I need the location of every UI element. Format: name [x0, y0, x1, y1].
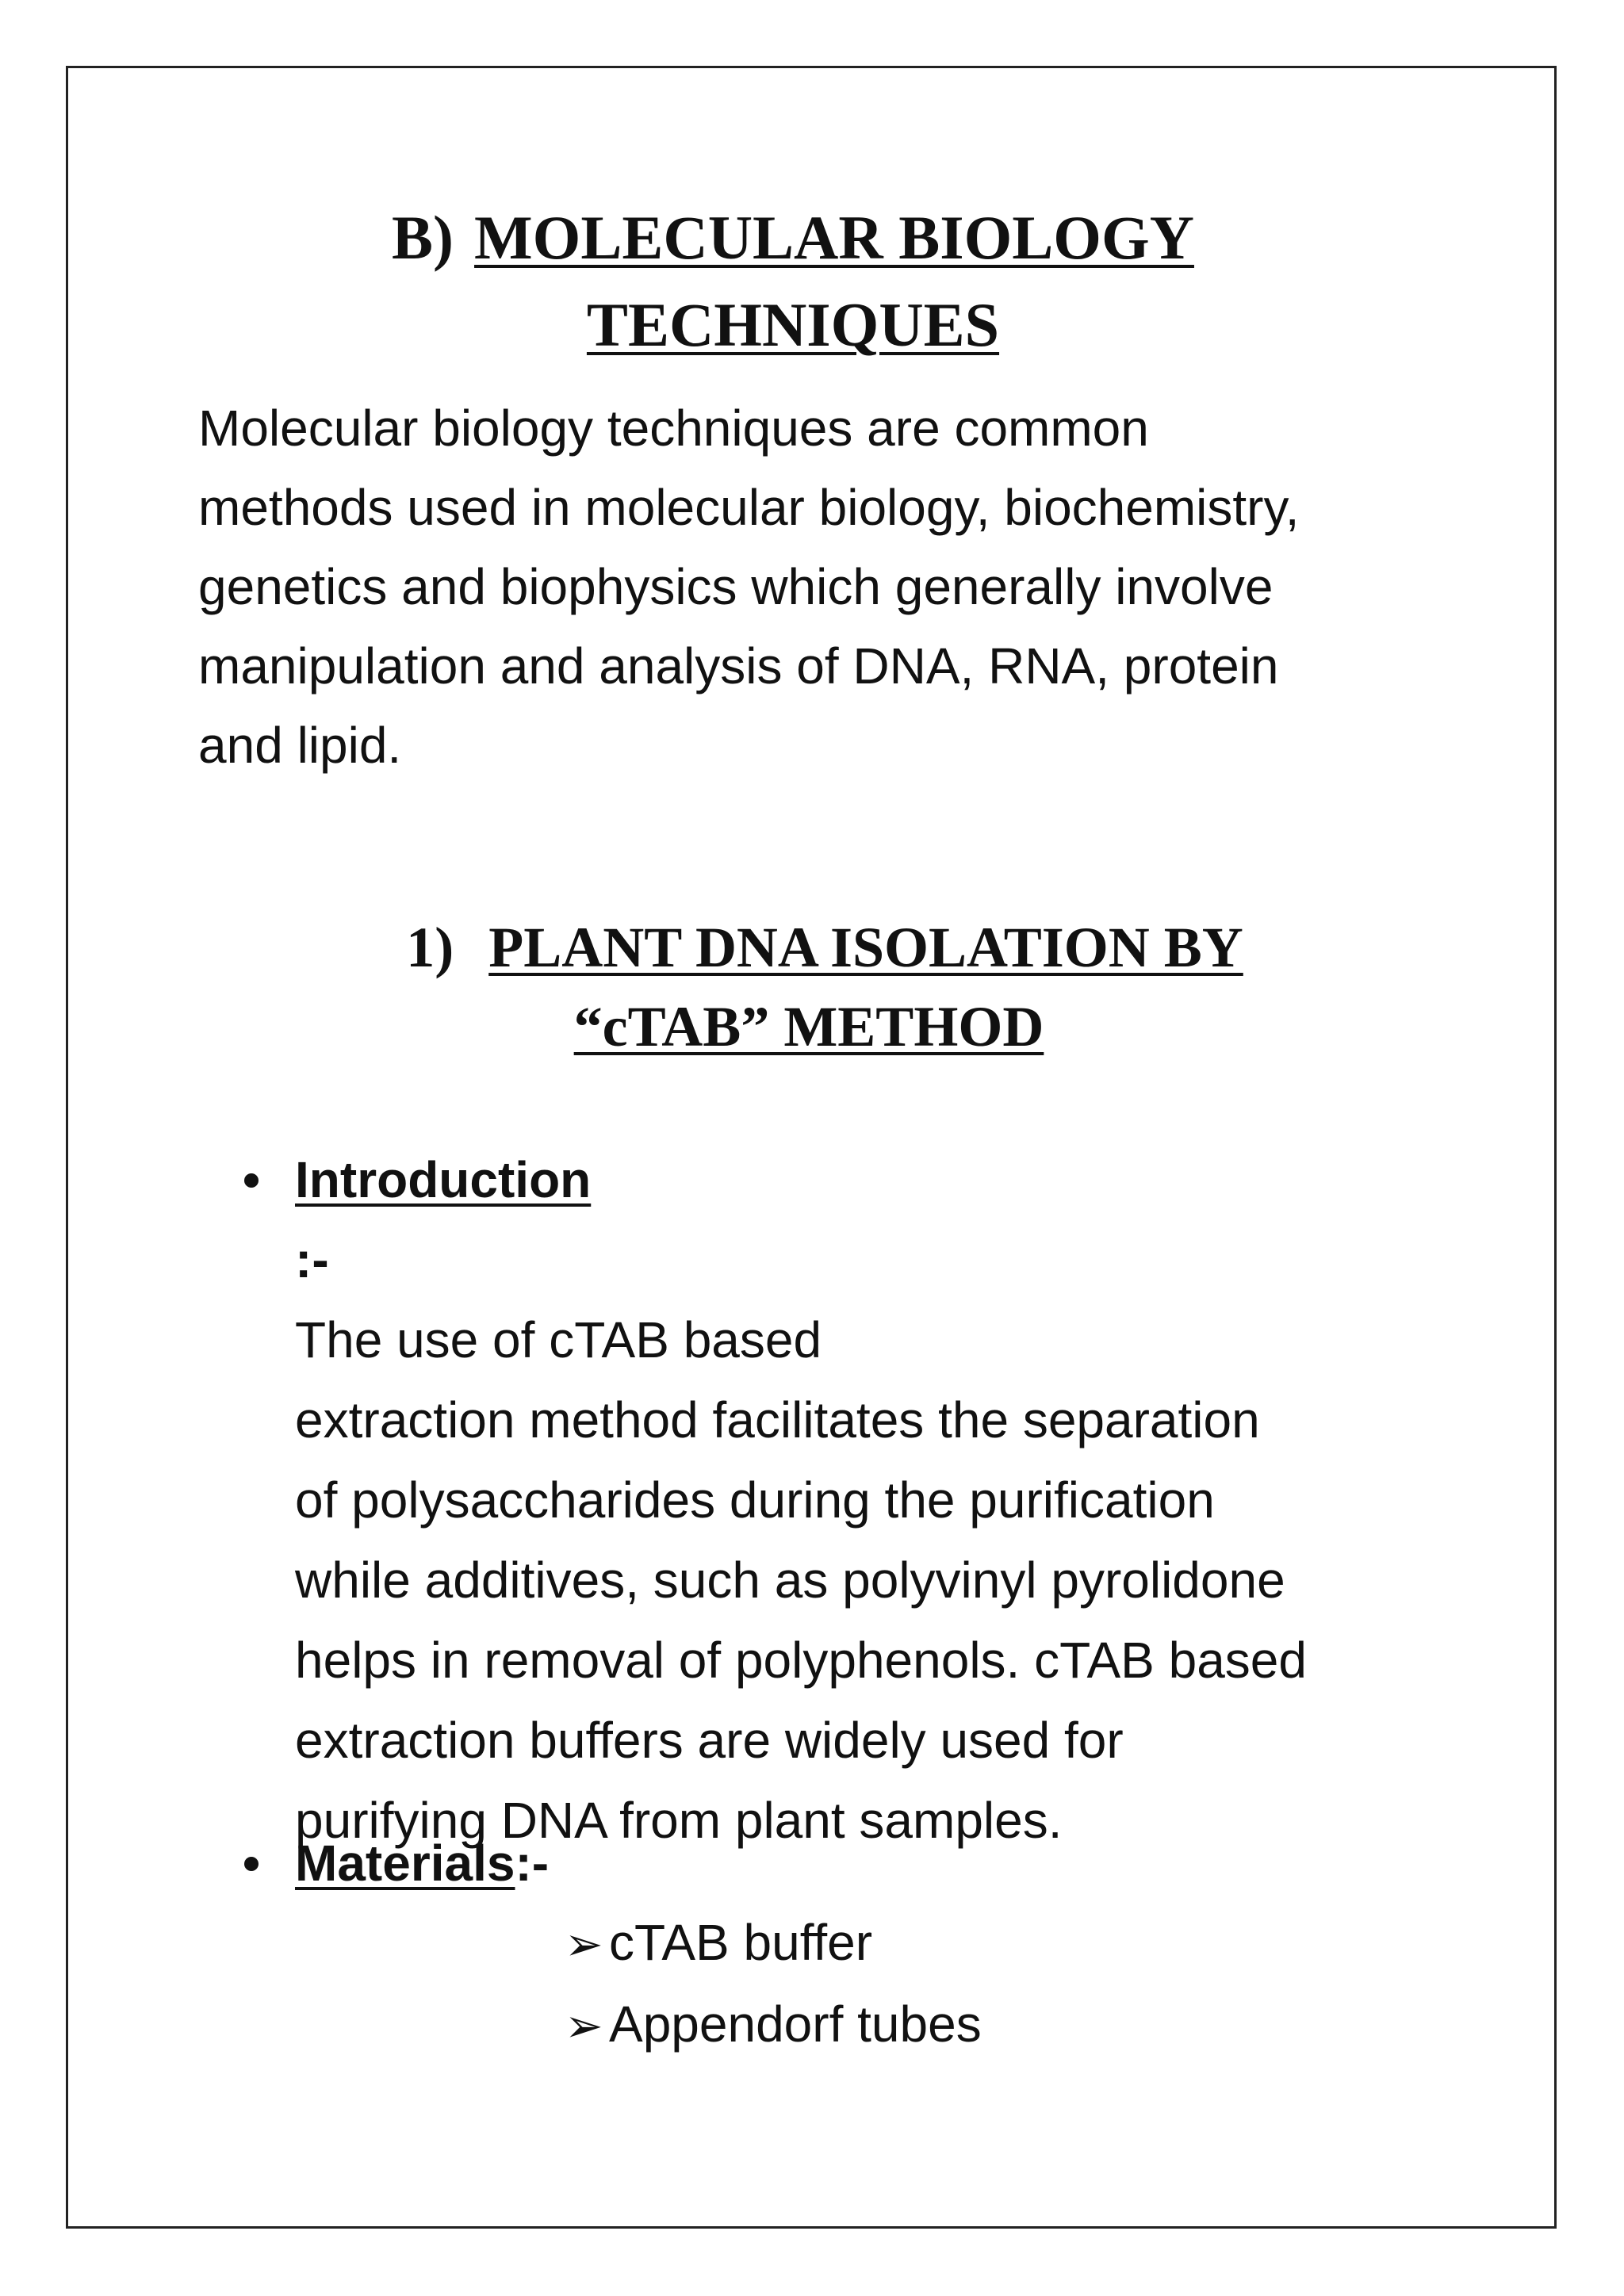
intro-paragraph — [198, 388, 1483, 785]
intro-line: methods used in molecular biology, biochemistry, — [198, 479, 1300, 536]
introduction-line: of polysaccharides during the purification — [295, 1471, 1215, 1529]
arrow-right-icon: ➢ — [565, 1919, 603, 1970]
materials-item — [565, 1984, 982, 2066]
materials-item-text: Appendorf tubes — [609, 1996, 982, 2053]
section-title-line-2 — [238, 281, 1348, 369]
materials-heading — [295, 1823, 549, 1904]
introduction-line: extraction buffers are widely used for — [295, 1712, 1124, 1769]
section-title-text-2: TECHNIQUES — [586, 290, 1000, 359]
subsection-prefix: 1) — [406, 916, 454, 979]
introduction-line: The use of cTAB based — [295, 1311, 822, 1368]
subsection-title-line-2 — [222, 987, 1396, 1066]
subsection-title-line-1 — [238, 908, 1411, 987]
introduction-separator: :- — [295, 1231, 329, 1288]
section-title-line-1 — [238, 194, 1348, 281]
introduction-line: purifying DNA from plant samples. — [295, 1792, 1063, 1849]
introduction-line: helps in removal of polyphenols. cTAB based — [295, 1632, 1307, 1689]
intro-line: Molecular biology techniques are common — [198, 400, 1149, 457]
introduction-line-1 — [295, 1140, 1453, 1380]
materials-item-text: cTAB buffer — [609, 1914, 872, 1971]
introduction-line: extraction method facilitates the separation — [295, 1391, 1260, 1448]
materials-list — [565, 1903, 982, 2066]
materials-separator: :- — [515, 1835, 550, 1892]
bullet-dot-icon — [244, 1857, 259, 1871]
section-prefix: B) — [392, 203, 454, 272]
arrow-right-icon: ➢ — [565, 2000, 603, 2052]
subsection-title-text-2: “cTAB” METHOD — [573, 995, 1044, 1058]
intro-line: manipulation and analysis of DNA, RNA, protein — [198, 637, 1279, 695]
bullet-dot-icon — [244, 1173, 259, 1188]
intro-line: and lipid. — [198, 717, 402, 774]
subsection-title-text-1: PLANT DNA ISOLATION BY — [488, 916, 1243, 979]
intro-line: genetics and biophysics which generally involve — [198, 558, 1274, 615]
section-title-text-1: MOLECULAR BIOLOGY — [474, 203, 1194, 272]
introduction-text — [295, 1140, 1453, 1861]
introduction-line: while additives, such as polyvinyl pyrolidone — [295, 1552, 1285, 1609]
materials-item — [565, 1903, 982, 1984]
introduction-label: Introduction — [295, 1151, 592, 1208]
materials-label: Materials — [295, 1835, 515, 1892]
